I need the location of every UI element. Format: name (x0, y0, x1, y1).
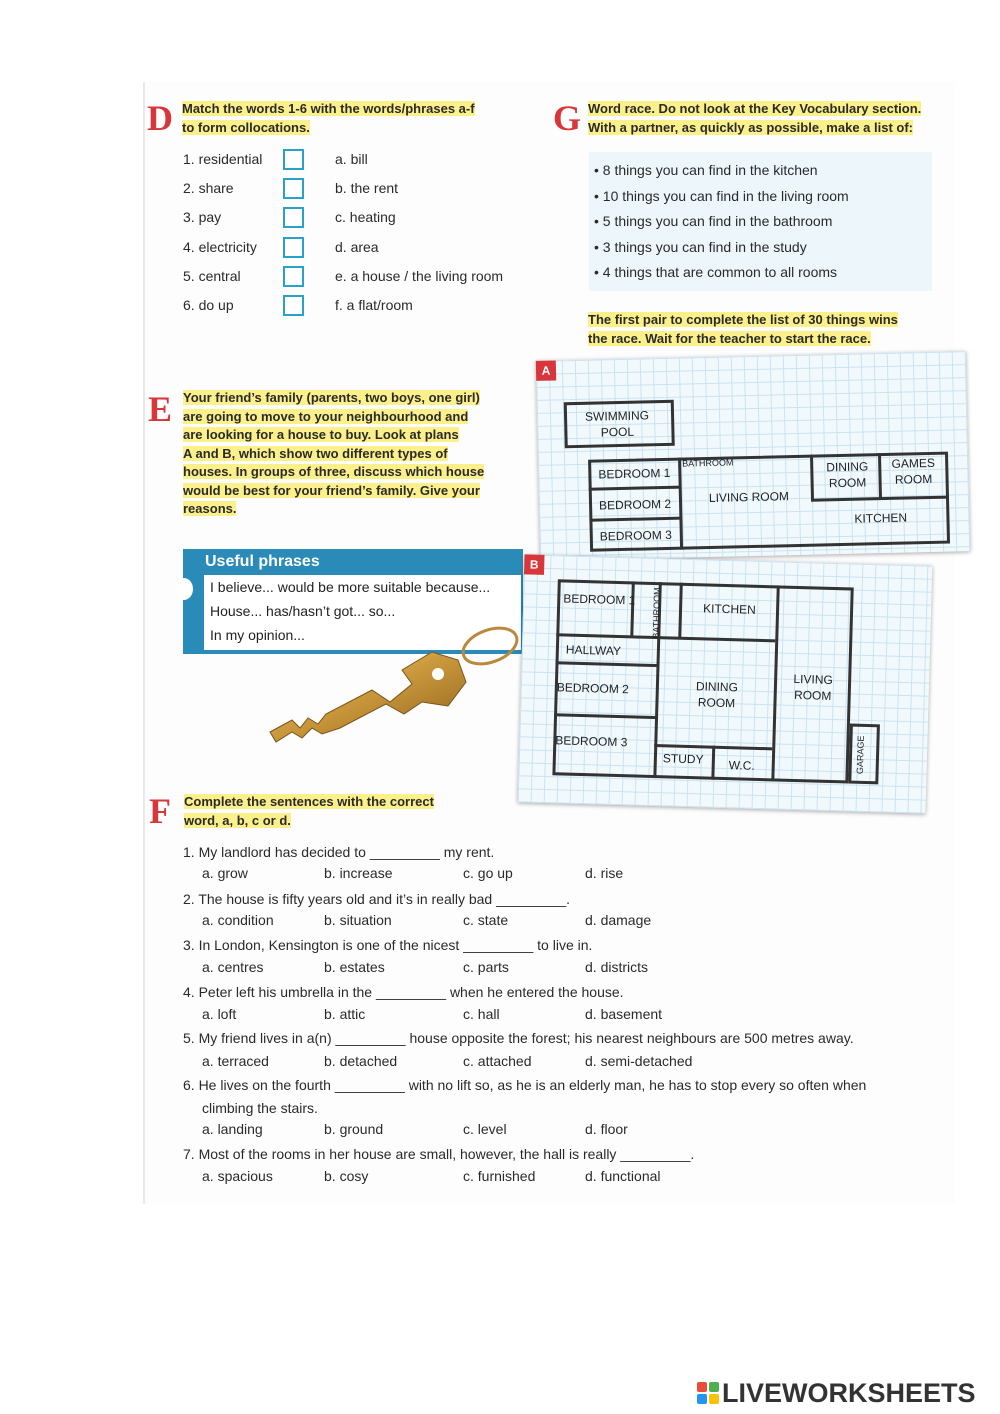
logo-grid-icon (697, 1382, 719, 1404)
answer-option[interactable]: c. furnished (463, 1168, 536, 1184)
section-e-letter: E (148, 389, 173, 429)
answer-option[interactable]: c. level (463, 1121, 507, 1137)
answer-option[interactable]: a. centres (202, 959, 264, 975)
section-f-instruction-line: Complete the sentences with the correct (184, 794, 434, 809)
plan-a-pool-line: SWIMMING (584, 408, 650, 424)
question-text: 6. He lives on the fourth _________ with no lift so, as he is an elderly man, he has to stop every so often when (183, 1077, 867, 1093)
match-phrase: d. area (335, 239, 379, 255)
plan-b-bathroom: BATHROOM (650, 587, 663, 639)
match-answer-box[interactable] (283, 237, 304, 258)
match-answer-box[interactable] (283, 178, 304, 199)
question-text: 7. Most of the rooms in her house are small, however, the hall is really _________. (183, 1146, 695, 1162)
question-text: 4. Peter left his umbrella in the _________ when he entered the house. (183, 984, 624, 1000)
useful-phrase: In my opinion... (210, 627, 305, 643)
word-race-item: • 3 things you can find in the study (594, 239, 807, 255)
section-e-instruction-line: would be best for your friend’s family. Give your (183, 482, 480, 498)
plan-a-tag: A (536, 360, 556, 380)
section-f-instruction (184, 793, 434, 830)
logo-tile (709, 1394, 719, 1404)
answer-option[interactable]: b. increase (324, 865, 393, 881)
plan-b-kitchen: KITCHEN (702, 601, 756, 617)
plan-a-dining-room: ROOM (828, 475, 867, 491)
plan-b-study: STUDY (662, 751, 704, 767)
answer-option[interactable]: d. functional (585, 1168, 661, 1184)
match-phrase: e. a house / the living room (335, 268, 504, 284)
match-phrase: c. heating (335, 209, 396, 225)
answer-option[interactable]: c. state (463, 912, 509, 928)
answer-option[interactable]: a. spacious (202, 1168, 273, 1184)
floor-plan-a (536, 351, 970, 561)
answer-option[interactable]: b. cosy (324, 1168, 369, 1184)
answer-option[interactable]: b. attic (324, 1006, 366, 1022)
answer-option[interactable]: d. basement (585, 1006, 663, 1022)
plan-b-living-room: ROOM (793, 687, 832, 703)
section-d-instruction (182, 100, 475, 137)
match-word: 2. share (183, 180, 234, 196)
plan-a-games-room: GAMES (891, 455, 936, 471)
section-d-instruction-line: to form collocations. (182, 119, 310, 135)
match-word: 5. central (183, 268, 241, 284)
question-text: 5. My friend lives in a(n) _________ house opposite the forest; his nearest neighbours are 500 metres away. (183, 1030, 854, 1046)
word-race-item: • 5 things you can find in the bathroom (594, 213, 833, 229)
section-e-instruction-line: are going to move to your neighbourhood and (183, 408, 469, 424)
logo-wordmark: LIVEWORKSHEETS (722, 1378, 976, 1408)
match-answer-box[interactable] (283, 149, 304, 170)
plan-b-dining-room: DINING (695, 679, 739, 695)
plan-b-bedroom-1: BEDROOM 1 (563, 591, 636, 608)
plan-a-dining-room: DINING (826, 459, 869, 475)
section-f-instruction-line: word, a, b, c or d. (184, 812, 291, 828)
answer-option[interactable]: b. situation (324, 912, 392, 928)
question-text: 1. My landlord has decided to _________ my rent. (183, 844, 495, 860)
plan-a-bedroom-2: BEDROOM 2 (598, 496, 672, 513)
plan-b-bedroom-3: BEDROOM 3 (555, 733, 628, 750)
match-word: 6. do up (183, 297, 234, 313)
section-e-instruction-line: reasons. (183, 501, 237, 516)
answer-option[interactable]: a. condition (202, 912, 274, 928)
word-race-item: • 4 things that are common to all rooms (594, 264, 838, 280)
match-phrase: b. the rent (335, 180, 399, 196)
plan-b-garage: GARAGE (854, 735, 866, 775)
match-word: 4. electricity (183, 239, 257, 255)
plan-a-living-room: LIVING ROOM (708, 489, 790, 506)
match-answer-box[interactable] (283, 295, 304, 316)
plan-b-tag: B (524, 554, 545, 575)
plan-b-hallway: HALLWAY (565, 642, 622, 659)
section-g-instruction-line: Word race. Do not look at the Key Vocabulary section. (588, 101, 922, 116)
section-g-letter: G (553, 98, 582, 138)
question-text: 3. In London, Kensington is one of the nicest _________ to live in. (183, 937, 593, 953)
answer-option[interactable]: c. attached (463, 1053, 532, 1069)
section-e-instruction-line: are looking for a house to buy. Look at plans (183, 427, 459, 442)
phrases-notch (175, 578, 193, 600)
match-word: 1. residential (183, 151, 263, 167)
section-e-instruction-line: houses. In groups of three, discuss which house (183, 464, 485, 479)
floor-plan-b (518, 554, 933, 813)
answer-option[interactable]: d. rise (585, 865, 624, 881)
section-d-letter: D (147, 98, 173, 138)
useful-phrase: I believe... would be more suitable because... (210, 579, 491, 595)
house-key-image (262, 610, 527, 750)
section-g-footer-line: the race. Wait for the teacher to start the race. (588, 330, 871, 346)
useful-phrase: House... has/hasn’t got... so... (210, 603, 396, 619)
plan-a-kitchen: KITCHEN (854, 510, 908, 526)
answer-option[interactable]: b. detached (324, 1053, 398, 1069)
answer-option[interactable]: b. estates (324, 959, 385, 975)
section-g-footer (588, 311, 898, 348)
answer-option[interactable]: a. loft (202, 1006, 237, 1022)
section-f-letter: F (149, 791, 171, 831)
answer-option[interactable]: c. parts (463, 959, 509, 975)
plan-b-living-room: LIVING (793, 671, 834, 688)
plan-a-games-room: ROOM (894, 471, 933, 487)
answer-option[interactable]: d. districts (585, 959, 649, 975)
section-e-instruction-line: A and B, which show two different types of (183, 445, 448, 461)
match-answer-box[interactable] (283, 207, 304, 228)
section-g-footer-line: The first pair to complete the list of 30 things wins (588, 312, 898, 327)
section-e-instruction (183, 389, 484, 519)
section-e-instruction-line: Your friend’s family (parents, two boys, one girl) (183, 390, 480, 405)
section-g-instruction (588, 100, 921, 137)
section-d-instruction-line: Match the words 1-6 with the words/phrases a-f (182, 101, 475, 116)
plan-a-bedroom-1: BEDROOM 1 (598, 465, 671, 482)
answer-option[interactable]: d. floor (585, 1121, 628, 1137)
answer-option[interactable]: d. damage (585, 912, 652, 928)
plan-a-bathroom: BATHROOM (682, 457, 734, 469)
question-text: 2. The house is fifty years old and it’s in really bad _________. (183, 891, 571, 907)
plan-b-wc: W.C. (728, 758, 755, 773)
answer-option[interactable]: c. go up (463, 865, 513, 881)
match-word: 3. pay (183, 209, 222, 225)
match-phrase: f. a flat/room (335, 297, 413, 313)
answer-option[interactable]: c. hall (463, 1006, 500, 1022)
answer-option[interactable]: a. terraced (202, 1053, 269, 1069)
useful-phrases-title: Useful phrases (205, 553, 320, 570)
logo-tile (697, 1394, 707, 1404)
section-g-instruction-line: With a partner, as quickly as possible, make a list of: (588, 119, 913, 135)
word-race-item: • 10 things you can find in the living room (594, 188, 849, 204)
plan-b-dining-room: ROOM (697, 695, 736, 711)
plan-a-pool-line: POOL (600, 424, 635, 440)
plan-b-bedroom-2: BEDROOM 2 (556, 680, 630, 697)
answer-option[interactable]: d. semi-detached (585, 1053, 693, 1069)
word-race-item: • 8 things you can find in the kitchen (594, 162, 818, 178)
match-phrase: a. bill (335, 151, 368, 167)
answer-option[interactable]: b. ground (324, 1121, 384, 1137)
logo-tile (697, 1382, 707, 1392)
question-text-continued: climbing the stairs. (202, 1100, 318, 1116)
match-answer-box[interactable] (283, 266, 304, 287)
logo-tile (709, 1382, 719, 1392)
answer-option[interactable]: a. grow (202, 865, 248, 881)
answer-option[interactable]: a. landing (202, 1121, 263, 1137)
plan-a-bedroom-3: BEDROOM 3 (599, 527, 672, 544)
